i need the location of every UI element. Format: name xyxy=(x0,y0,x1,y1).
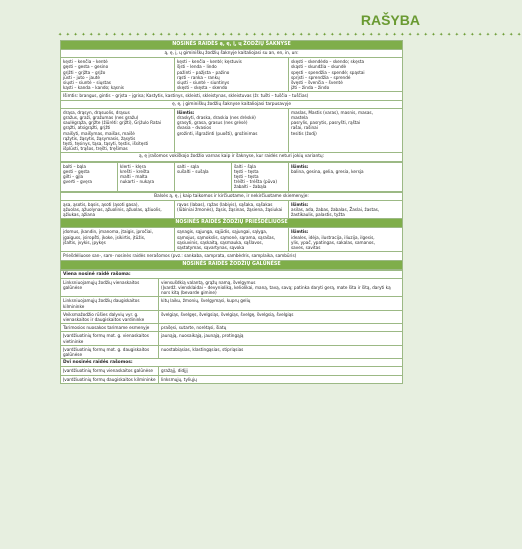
endings-table xyxy=(60,270,403,384)
prefixes-col-1: įdomus, įkandin, įmanoma, įtaigis, įpročiai, įgaiguss, įsiropšti, įkoke, įsikirtis, įtūžis, įšaltis, įvykis, įpykęs xyxy=(61,228,175,252)
roots-col-4: drąsa, drąsyn, drąsuolis, drąsus gražus, graži, gražumas (nes gražu) saulėgrąža, grįžte (žiūrėti: grįžti), Grįžulo Ratai grąžti, atsigrąžti, grįžti maišyti, maišymas, maišas, maišė rąžytis, žąsytis, žąsymasis, žąsytis tęsti, tęsinys, tąsa, tąsyti, tęstis, išsitęsti išplūsti, trąšos, tręšti, tręšimas xyxy=(61,108,175,153)
roots-note-3: ą, ę įrašomos vokiškojo žodžio varnas kaip ir šaknyse, kur raidės neturi jokių variantų: xyxy=(61,153,403,161)
table-row: Linksniuojamųjų žodžių vienaskaitos galūnėse viensušdkią valantą, grąžų namą, švelgymus (Įvardž. viensklaidai – devynioliką, keliolikai, maną, tavą, savą; patinka daryti gerą, mate šita ir šitą, daryti ką nors kitą (bevarde gimine) xyxy=(61,278,403,297)
roots-col-3: skęsti – skendėdo – skendo; skęsta skąsti – skundžia – skundė spęsti – spendžia – spendė; spąstai sprįsti – sprendžia – sprendė švęsti – švenčia – šventė įžti – žinda – žindo xyxy=(289,58,403,92)
roots-table xyxy=(60,40,403,162)
roots-note-1: ą, ę, į, ų giminiškų žodžių šaknyje kaitaliojasi su an, en, in, un: xyxy=(61,50,403,58)
table-row: Tarimosios nuosakos tarimame esmenyje prašęsi, sutarte, norėtąsi, šiatų xyxy=(61,324,403,332)
roots-col-7: ąsa, ąsotis, bąsis, ąsoti (ąsoti gasa), ąžuolas, ąžuolynas, ąžuolinis, ąžuolas, ąžiuolis, ąžiukas, ąžiana xyxy=(61,200,175,219)
table-row: Įvardžiuotinių formų daugiskaitos kilmininke linksmųjų, tyliųjų xyxy=(61,375,403,383)
roots-col-2: kęsti – kenčia – kentė; kęstuvis šįsti – lenda – lindo pažinti – pažįsta – pažino rąsti – ranka – rankų siųsti – siuntė – siuntinys skęsti – skęsta – skendo xyxy=(175,58,289,92)
roots-col-9: Išimtis: asilas, ada, žabas, žabalas, Žaslai, žastas, žastikaulis, palastis, tyžta xyxy=(289,200,403,219)
roots-note-4: Balsės ą, ę, į kaip taikomos ir kirčiuotame, ir nekirčiuotame skiemenyje: xyxy=(61,192,403,200)
roots-cell-a: balti – bąla gesti – gęsta gilti – gįla gverti – gvęra xyxy=(61,162,118,191)
prefixes-note: Priešdėliuose san-, sam- nosinės raidės nerašomos (pvz.: sankaba, samprata, sambėdris, samplaika, sambūris) xyxy=(61,252,403,260)
roots-col-5: Išimtis: draskyti, draska, draskia (nes drėskė) grasyti, grasa, grasus (nes grėsė) dvasia – dvasios grožinti, išgražinti (puošti), grožinimas xyxy=(175,108,289,153)
content xyxy=(60,40,402,384)
prefixes-col-2: sąnagis, sąjunga, sąjūdis, sąjungai, sąlyga, sąmojus, sąmokslis, sąmonė, sąrama, sąrašas, sąsiuvinis, sąskaitą, sąsmauka, sąšlavos, sąstatymas, sąvartynas, sąvoka xyxy=(175,228,289,252)
section-endings: NOSINĖS RAIDĖS ŽODŽIŲ GALŪNĖSE xyxy=(61,260,403,269)
roots-cell-b: klerti – klęra krešti – krešta malti – malta nukarti – nukąra xyxy=(118,162,175,191)
roots-col-6: maslas, Mastis (varas), masnis, masas, mastela pasrylis, pasrytis, pasryšti, rąštai rašai, rašinai tesitis (žodį) xyxy=(289,108,403,153)
star-divider: ✦ ✦ ✦ ✦ ✦ ✦ ✦ ✦ ✦ ✦ ✦ ✦ ✦ ✦ ✦ ✦ ✦ ✦ ✦ ✦ ✦ ✦ ✦ ✦ ✦ ✦ ✦ ✦ ✦ ✦ ✦ ✦ ✦ ✦ ✦ ✦ ✦ ✦ ✦ ✦ ✦ ✦ ✦ ✦ ✦ ✦ ✦ ✦ ✦ ✦ ✦ ✦ ✦ ✦ ✦ ✦ ✦ ✦ ✦ ✦ xyxy=(58,32,522,38)
roots-table-2 xyxy=(60,162,403,192)
roots-cell-c: salti – sąla sušalti – sušąla xyxy=(175,162,232,191)
roots-exception: Išimtis: brangus, gintis – grįsta – įgrisa; Kastytis, kastinys, skleisti, skleistynas, skleistuvas (žr. tušti – tuščia – tuščias) xyxy=(61,92,403,100)
roots-note-2: ę, ę, į giminiškų žodžių šaknyse kaitaliojasi tarpusavyje xyxy=(61,100,403,108)
table-row: Veiksmažodžio rūšies dalyvių vyr. g. vienaskaitos ir daugiskaitos vardininke švelgiąs, švelgęs, švelgsiąs, švelgiąs, švelgę, švelgsią, švelgiąs xyxy=(61,310,403,323)
table-row: Linksniuojamųjų žodžių daugiskaitos kilmininke kitų laiku, žmonių, švelgymąsi, kuprų gelių xyxy=(61,297,403,310)
table-row: Įvardžiuotinių formų vienaskaitos galūnėse gražąjį, didįjį xyxy=(61,367,403,375)
roots-cell-exception: Išimtis: balina, gesina, gelia, gresia, kersja xyxy=(289,162,403,191)
endings-plural-head: Dvi nosinės raidės rašomos: xyxy=(61,359,403,367)
roots-col-8: rąvas (labas), rąžas (labiyis), sąšaka, sąšakas (lūbiniai žmonės), žąsis, žąsinas, žąsiena, žąsiukai xyxy=(175,200,289,219)
table-row: Įvardžiuotinių formų mot. g. daugiskaitos galūnėse nuostabiąsias, klastingąsias, stipriąsias xyxy=(61,345,403,358)
prefixes-col-3: Išimtis: ideales, idėja, ilustracija, iliuzija, ilgesis, ylis, ypač, ypatingas, sakalas, samanos, saves, savitas xyxy=(289,228,403,252)
roots-cell-d: šalti – šąla tęsti – tęsta tęsti – tęsta trėšti – trėšta (pūva) žabalti – žabąla xyxy=(232,162,289,191)
roots-table-3 xyxy=(60,192,403,270)
roots-col-1: kęsti – kenčia – kentė gęsti – gesta – gesino grįžti – grįžta – grįžo jūsti – juto – jautė siųsti – siuntė – siųstas kąsti – kanda – kando; kąsnis xyxy=(61,58,175,92)
table-row: Įvardžiuotinių formų mot. g. vienaskaitos vietininke jaunąją, nuosaikąją, jaunąją, protingąją xyxy=(61,332,403,345)
section-prefixes: NOSINĖS RAIDĖS ŽODŽIŲ PRIEŠDĖLIUOSE xyxy=(61,219,403,228)
endings-singular-head: Viena nosinė raidė rašoma: xyxy=(61,270,403,278)
section-roots: NOSINĖS RAIDĖS ą, ę, į, ų ŽODŽIŲ ŠAKNYSE xyxy=(61,41,403,50)
page-title: RAŠYBA xyxy=(360,12,420,28)
